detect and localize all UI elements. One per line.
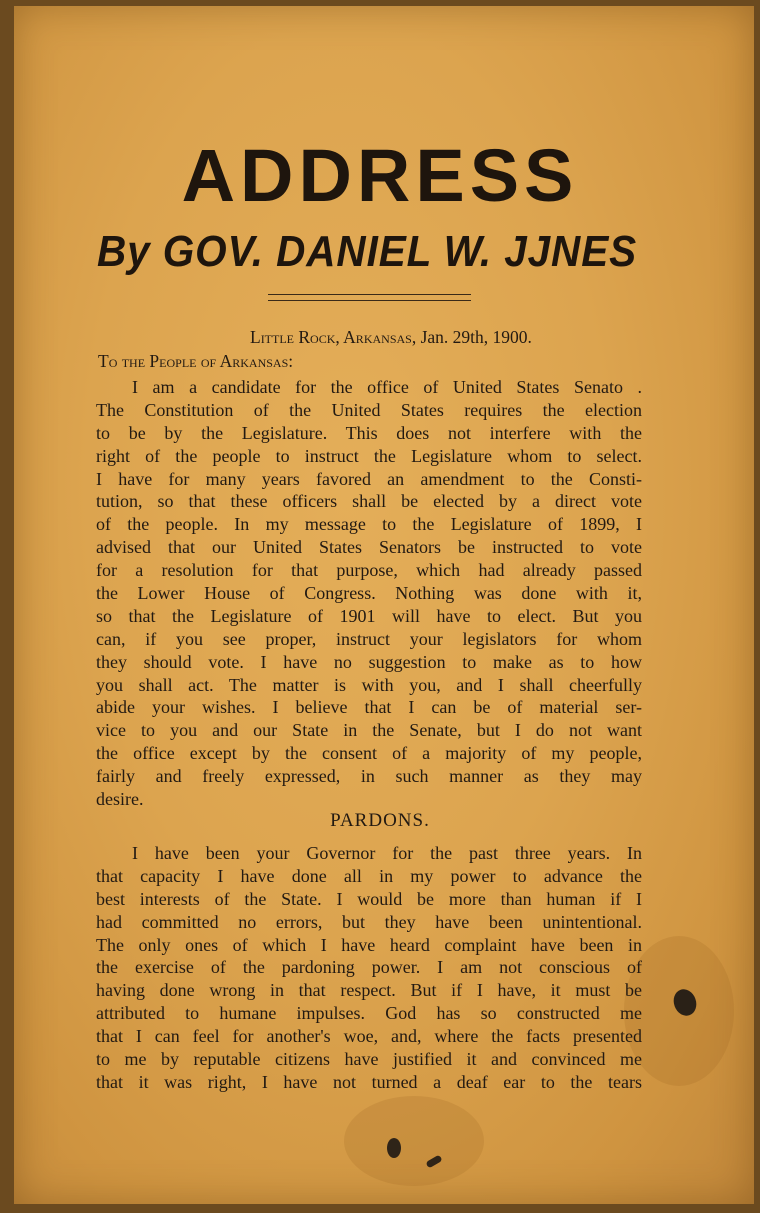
text-line: they should vote. I have no suggestion to make as to how xyxy=(96,651,642,672)
dateline-place: Little Rock, Arkansas, xyxy=(250,327,417,347)
document-byline: By GOV. DANIEL W. JJNES xyxy=(97,227,638,276)
text-line: best interests of the State. I would be more than human if I xyxy=(96,888,642,909)
text-line: that capacity I have done all in my power to advance the xyxy=(96,865,642,886)
text-line: vice to you and our State in the Senate, but I do not want xyxy=(96,720,642,741)
ink-blot xyxy=(387,1138,401,1158)
text-line: abide your wishes. I believe that I can be of material ser- xyxy=(96,697,642,718)
salutation: To the People of Arkansas: xyxy=(98,351,294,371)
text-line: The Constitution of the United States requires the election xyxy=(96,399,642,420)
text-line: to me by reputable citizens have justified it and convinced me xyxy=(96,1049,642,1070)
text-line: so that the Legislature of 1901 will have to elect. But you xyxy=(96,605,642,626)
text-line: advised that our United States Senators be instructed to vote xyxy=(96,537,642,558)
text-line: of the people. In my message to the Legislature of 1899, I xyxy=(96,514,642,535)
text-line: you shall act. The matter is with you, and I shall cheerfully xyxy=(96,674,642,695)
dateline-date: Jan. 29th, 1900. xyxy=(416,327,532,347)
section-heading-pardons: PARDONS. xyxy=(330,810,430,831)
text-line: the office except by the consent of a majority of my people, xyxy=(96,743,642,764)
text-line: the Lower House of Congress. Nothing was done with it, xyxy=(96,583,642,604)
text-line: right of the people to instruct the Legislature whom to select. xyxy=(96,445,642,466)
text-line: that I can feel for another's woe, and, where the facts presented xyxy=(96,1026,642,1047)
water-stain xyxy=(344,1096,484,1186)
text-line: tution, so that these officers shall be elected by a direct vote xyxy=(96,491,642,512)
text-line: had committed no errors, but they have been unintentional. xyxy=(96,911,642,932)
document-title: ADDRESS xyxy=(181,134,579,217)
text-line: for a resolution for that purpose, which had already passed xyxy=(96,560,642,581)
text-line: fairly and freely expressed, in such manner as they may xyxy=(96,766,642,787)
text-line: that it was right, I have not turned a deaf ear to the tears xyxy=(96,1071,642,1092)
double-rule-divider xyxy=(268,294,471,301)
intro-paragraph xyxy=(96,376,642,811)
text-line: to be by the Legislature. This does not interfere with the xyxy=(96,422,642,443)
text-line: can, if you see proper, instruct your legislators for whom xyxy=(96,628,642,649)
text-line: The only ones of which I have heard complaint have been in xyxy=(96,934,642,955)
text-line: having done wrong in that respect. But if I have, it must be xyxy=(96,980,642,1001)
text-line: I have been your Governor for the past three years. In xyxy=(132,843,642,863)
text-line: I am a candidate for the office of United States Senato . xyxy=(132,377,642,397)
pardons-paragraph xyxy=(96,842,642,1094)
dateline xyxy=(250,325,650,349)
text-line: I have for many years favored an amendment to the Consti- xyxy=(96,468,642,489)
text-line: attributed to humane impulses. God has so constructed me xyxy=(96,1003,642,1024)
text-line: the exercise of the pardoning power. I am not conscious of xyxy=(96,957,642,978)
text-line: desire. xyxy=(96,789,144,810)
